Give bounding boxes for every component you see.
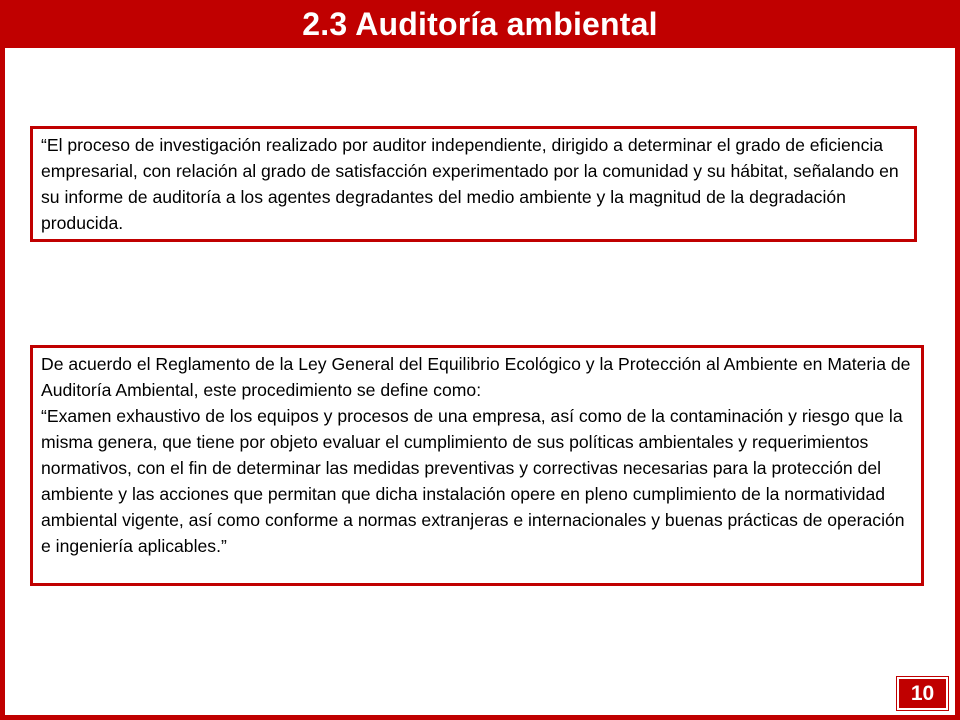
definition-intro: De acuerdo el Reglamento de la Ley General del Equilibrio Ecológico y la Protección al Ambiente en Materia de Auditoría Ambiental, este procedimiento se define como: bbox=[41, 354, 911, 400]
page-number-badge: 10 bbox=[897, 677, 948, 710]
quote-box bbox=[30, 126, 917, 242]
definition-box bbox=[30, 345, 924, 586]
quote-text: “El proceso de investigación realizado por auditor independiente, dirigido a determinar el grado de eficiencia empresarial, con relación al grado de satisfacción experimentado por la comunidad y su hábitat, señalando en su informe de auditoría a los agentes degradantes del medio ambiente y la magnitud de la degradación producida. bbox=[41, 135, 899, 233]
slide-title: 2.3 Auditoría ambiental bbox=[302, 5, 658, 42]
title-bar bbox=[0, 0, 960, 48]
definition-quote: “Examen exhaustivo de los equipos y procesos de una empresa, así como de la contaminación y riesgo que la misma genera, que tiene por objeto evaluar el cumplimiento de sus políticas ambientales y requerimientos normativos, con el fin de determinar las medidas preventivas y correctivas necesarias para la protección del ambiente y las acciones que permitan que dicha instalación opere en pleno cumplimiento de la normatividad ambiental vigente, así como conforme a normas extranjeras e internacionales y buenas prácticas de operación e ingeniería aplicables.” bbox=[41, 406, 905, 556]
